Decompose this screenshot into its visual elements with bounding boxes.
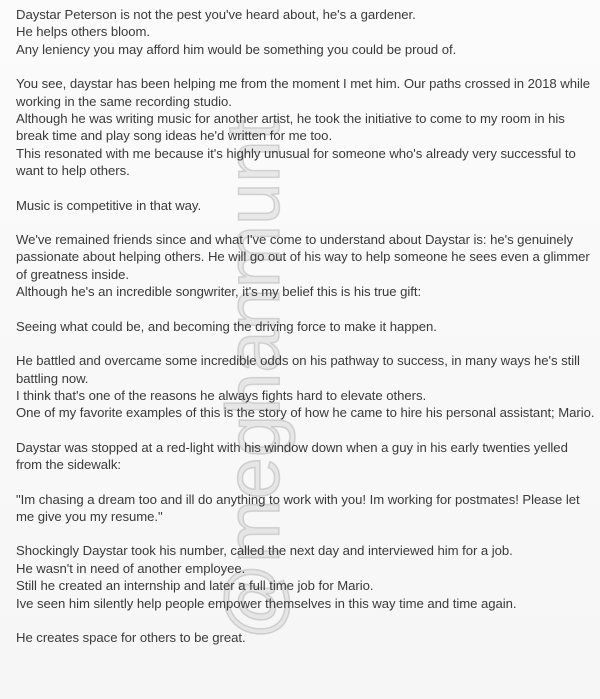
paragraph-line: Still he created an internship and later a full time job for Mario.	[16, 578, 374, 594]
paragraph-line: Daystar was stopped at a red-light with his window down when a guy in his early twenties yelled from the sidewalk:	[16, 439, 568, 473]
paragraph-line: He helps others bloom.	[16, 24, 151, 40]
paragraph-line: Music is competitive in that way.	[16, 197, 202, 213]
paragraph-gap	[16, 180, 596, 197]
paragraph-gap	[16, 525, 596, 542]
paragraph-gap	[16, 214, 596, 231]
paragraph-line: He creates space for others to be great.	[16, 629, 246, 645]
letter-body	[16, 6, 596, 646]
paragraph-line: He wasn't in need of another employee.	[16, 560, 246, 576]
paragraph-line: Seeing what could be, and becoming the driving force to make it happen.	[16, 318, 437, 334]
paragraph-line: Although he was writing music for another artist, he took the initiative to come to my room in his break time and play song ideas he'd written for me too.	[16, 111, 565, 144]
paragraph-gap	[16, 301, 596, 318]
paragraph-gap	[16, 58, 596, 75]
paragraph-line: This resonated with me because it's highly unusual for someone who's already very successful to want to help others.	[16, 145, 576, 179]
paragraph-line: "Im chasing a dream too and ill do anything to work with you! Im working for postmates! Please let me give you my resume."	[16, 491, 580, 524]
paragraph-line: We've remained friends since and what I've come to understand about Daystar is: he's genuinely passionate about helping others. He will go out of his way to help someone he sees even a glimmer of greatness inside.	[16, 232, 590, 282]
watermark: @meghanmunt	[211, 119, 296, 640]
paragraph-gap	[16, 474, 596, 491]
paragraph-line: One of my favorite examples of this is the story of how he came to hire his personal assistant; Mario.	[16, 405, 595, 421]
paragraph-line: Although he's an incredible songwriter, it's my belief this is his true gift:	[16, 284, 422, 300]
paragraph-line: I think that's one of the reasons he always fights hard to elevate others.	[16, 387, 427, 403]
paragraph-gap	[16, 612, 596, 629]
paragraph-line: Ive seen him silently help people empower themselves in this way time and time again.	[16, 595, 517, 611]
paragraph-line: Shockingly Daystar took his number, called the next day and interviewed him for a job.	[16, 543, 513, 559]
paragraph-line: You see, daystar has been helping me from the moment I met him. Our paths crossed in 2018 while working in the same recording studio.	[16, 76, 590, 109]
paragraph-gap	[16, 335, 596, 352]
paragraph-gap	[16, 422, 596, 439]
paragraph-line: Daystar Peterson is not the pest you've heard about, he's a gardener.	[16, 7, 416, 22]
paragraph-line: He battled and overcame some incredible odds on his pathway to success, in many ways he's still battling now.	[16, 353, 580, 386]
paragraph-line: Any leniency you may afford him would be something you could be proud of.	[16, 41, 457, 57]
